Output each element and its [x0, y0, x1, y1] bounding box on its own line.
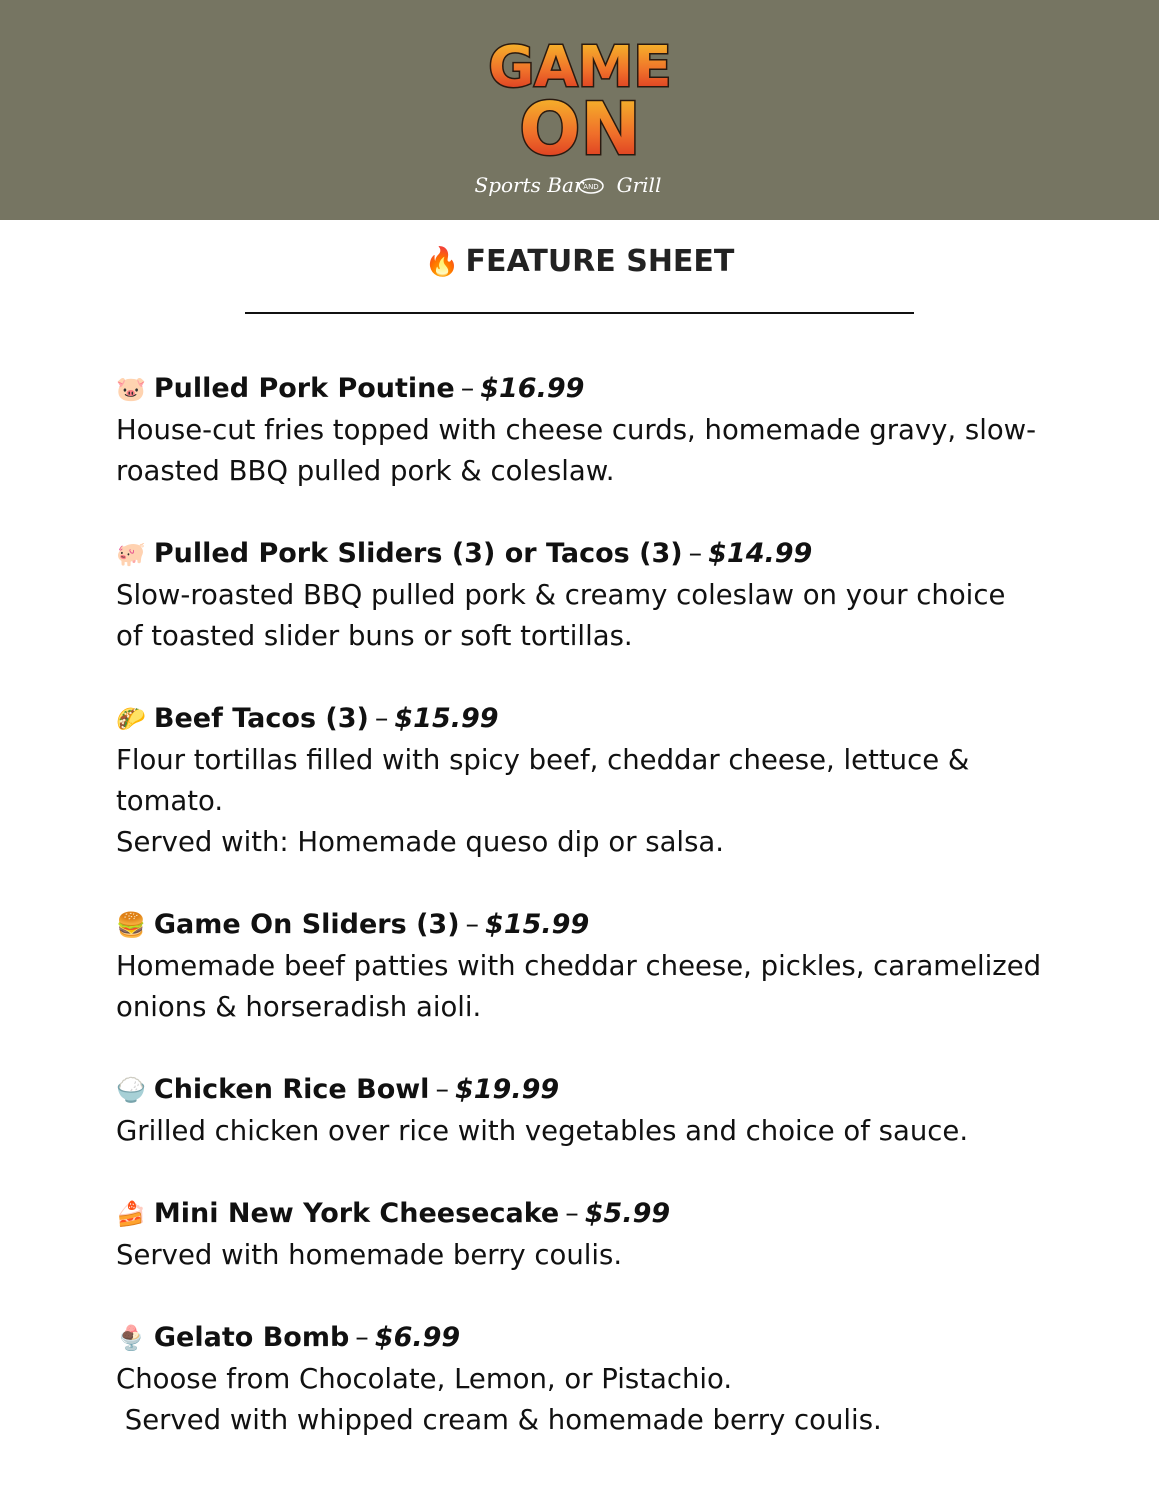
pig-icon: 🐖	[116, 540, 146, 568]
menu-item-heading	[116, 904, 1096, 946]
menu-item	[116, 698, 1096, 863]
burger-icon: 🍔	[116, 911, 146, 939]
description-line: Grilled chicken over rice with vegetables and choice of sauce.	[116, 1115, 969, 1147]
menu-item-heading	[116, 368, 1096, 410]
menu-item-price: $15.99	[394, 703, 499, 734]
description-line: Served with: Homemade queso dip or salsa.	[116, 826, 724, 858]
menu-item-heading	[116, 1193, 1096, 1235]
fire-icon: 🔥	[424, 245, 460, 278]
price-separator: –	[688, 538, 703, 569]
menu-item-price: $19.99	[454, 1074, 560, 1105]
price-separator: –	[460, 373, 475, 404]
description-line: Homemade beef patties with cheddar cheese, pickles, caramelized	[116, 950, 1042, 982]
menu-item-description	[116, 410, 1096, 492]
page-title	[0, 244, 1159, 279]
menu-item-name: Pulled Pork Sliders (3) or Tacos (3)	[153, 538, 683, 569]
svg-text:Sports Bar: Sports Bar	[474, 173, 584, 197]
menu-item-description	[116, 946, 1096, 1028]
menu-item-description	[116, 575, 1096, 657]
menu-item-name: Chicken Rice Bowl	[153, 1074, 430, 1105]
cake-slice-icon: 🍰	[116, 1200, 146, 1228]
menu-item	[116, 1317, 1096, 1441]
description-line: House-cut fries topped with cheese curds, homemade gravy, slow-	[116, 414, 1037, 446]
pig-face-icon: 🐷	[116, 375, 146, 403]
page-title-text: FEATURE SHEET	[465, 244, 735, 279]
menu-item-heading	[116, 1069, 1096, 1111]
menu-item	[116, 904, 1096, 1028]
menu-item-name: Mini New York Cheesecake	[153, 1198, 560, 1229]
menu-item	[116, 368, 1096, 492]
menu-item-price: $16.99	[480, 373, 585, 404]
description-line: of toasted slider buns or soft tortillas.	[116, 620, 633, 652]
menu-item-price: $5.99	[584, 1198, 671, 1229]
header-banner	[0, 0, 1159, 220]
price-separator: –	[355, 1322, 369, 1353]
price-separator: –	[374, 703, 389, 734]
price-separator: –	[565, 1198, 579, 1229]
menu-item-name: Pulled Pork Poutine	[153, 373, 455, 404]
menu-item-description	[116, 1359, 1096, 1441]
description-line: tomato.	[116, 785, 224, 817]
description-line: Served with whipped cream & homemade berry coulis.	[116, 1404, 882, 1436]
title-divider	[245, 312, 914, 314]
menu-item-price: $14.99	[708, 538, 813, 569]
menu-item-price: $15.99	[485, 909, 590, 940]
description-line: onions & horseradish aioli.	[116, 991, 482, 1023]
svg-text:Grill: Grill	[616, 173, 662, 197]
svg-text:ON: ON	[519, 87, 641, 171]
description-line: Choose from Chocolate, Lemon, or Pistachio.	[116, 1363, 733, 1395]
menu-item-description	[116, 1111, 1096, 1152]
menu-item-heading	[116, 533, 1096, 575]
description-line: roasted BBQ pulled pork & coleslaw.	[116, 455, 615, 487]
menu-item-name: Beef Tacos (3)	[153, 703, 369, 734]
price-separator: –	[435, 1074, 449, 1105]
price-separator: –	[465, 909, 480, 940]
description-line: Flour tortillas filled with spicy beef, cheddar cheese, lettuce &	[116, 744, 970, 776]
menu-item	[116, 533, 1096, 657]
menu-item-heading	[116, 1317, 1096, 1359]
description-line: Slow-roasted BBQ pulled pork & creamy coleslaw on your choice	[116, 579, 1006, 611]
description-line: Served with homemade berry coulis.	[116, 1239, 623, 1271]
menu-item	[116, 1069, 1096, 1152]
taco-icon: 🌮	[116, 705, 146, 733]
rice-bowl-icon: 🍚	[116, 1076, 146, 1104]
menu-item-price: $6.99	[374, 1322, 461, 1353]
menu-item-description	[116, 740, 1096, 863]
menu-item	[116, 1193, 1096, 1276]
menu-item-name: Gelato Bomb	[153, 1322, 350, 1353]
menu-list	[116, 368, 1096, 1482]
menu-item-name: Game On Sliders (3)	[153, 909, 460, 940]
svg-text:AND: AND	[583, 183, 599, 191]
ice-cream-icon: 🍨	[116, 1324, 146, 1352]
menu-item-description	[116, 1235, 1096, 1276]
menu-item-heading	[116, 698, 1096, 740]
svg-text:GAME: GAME	[488, 35, 672, 100]
game-on-logo	[469, 30, 691, 200]
